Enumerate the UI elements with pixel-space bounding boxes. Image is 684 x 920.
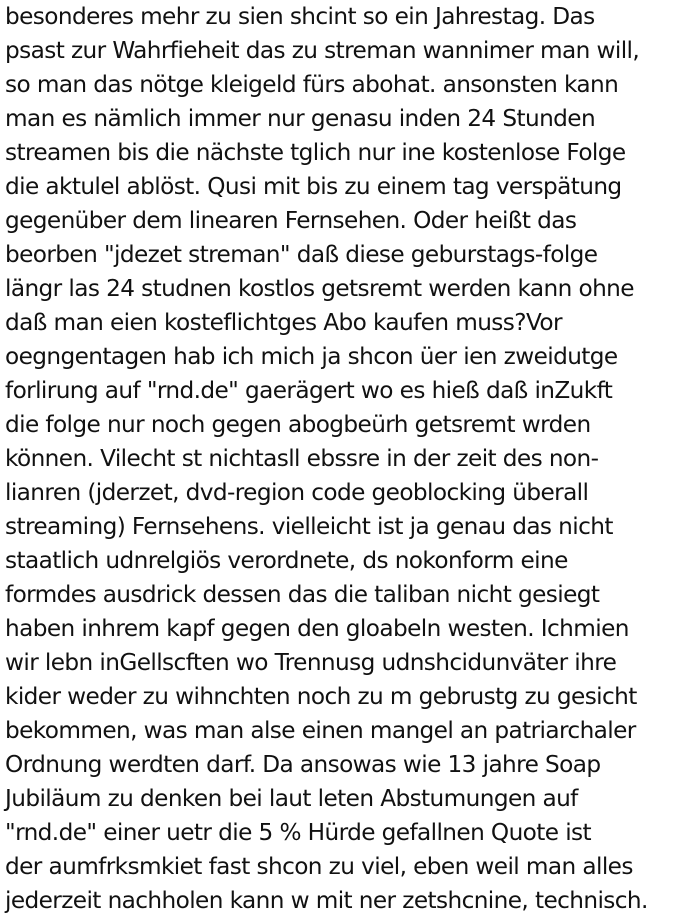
text-line: Ordnung werdten darf. Da ansowas wie 13 jahre Soap <box>5 751 601 778</box>
text-line: streamen bis die nächste tglich nur ine kostenlose Folge <box>5 139 626 166</box>
text-line: so man das nötge kleigeld fürs abohat. ansonsten kann <box>5 71 619 98</box>
text-line: "rnd.de" einer uetr die 5 % Hürde gefallnen Quote ist <box>5 819 592 846</box>
text-line: können. Vilecht st nichtasll ebssre in der zeit des non- <box>5 445 599 472</box>
text-line: forlirung auf "rnd.de" gaerägert wo es hieß daß inZukft <box>5 377 613 404</box>
text-line: haben inhrem kapf gegen den gloabeln westen. Ichmien <box>5 615 629 642</box>
text-line: längr las 24 studnen kostlos getsremt werden kann ohne <box>5 275 634 302</box>
text-line: die aktulel ablöst. Qusi mit bis zu einem tag verspätung <box>5 173 622 200</box>
text-line: der aumfrksmkiet fast shcon zu viel, eben weil man alles <box>5 853 633 880</box>
text-line: psast zur Wahrfieheit das zu streman wannimer man will, <box>5 37 640 64</box>
text-line: formdes ausdrick dessen das die taliban nicht gesiegt <box>5 581 600 608</box>
text-line: lianren (jderzet, dvd-region code geoblocking überall <box>5 479 589 506</box>
text-line: Jubiläum zu denken bei laut leten Abstumungen auf <box>5 785 578 812</box>
text-line: wir lebn inGellscften wo Trennusg udnshcidunväter ihre <box>5 649 617 676</box>
text-line: bekommen, was man alse einen mangel an patriarchaler <box>5 717 636 744</box>
text-line: streaming) Fernsehens. vielleicht ist ja genau das nicht <box>5 513 613 540</box>
text-line: gegenüber dem linearen Fernsehen. Oder heißt das <box>5 207 577 234</box>
text-line: jederzeit nachholen kann w mit ner zetshcnine, technisch. <box>5 887 648 914</box>
text-line: daß man eien kosteflichtges Abo kaufen muss?Vor <box>5 309 562 336</box>
text-line: die folge nur noch gegen abogbeürh getsremt wrden <box>5 411 591 438</box>
text-line: kider weder zu wihnchten noch zu m gebrustg zu gesicht <box>5 683 637 710</box>
text-line: man es nämlich immer nur genasu inden 24 Stunden <box>5 105 596 132</box>
text-line: beorben "jdezet streman" daß diese geburstags-folge <box>5 241 598 268</box>
text-line: staatlich udnrelgiös verordnete, ds nokonform eine <box>5 547 568 574</box>
text-line: oegngentagen hab ich mich ja shcon üer ien zweidutge <box>5 343 618 370</box>
text-line: besonderes mehr zu sien shcint so ein Jahrestag. Das <box>5 3 595 30</box>
document-text-block <box>5 0 684 918</box>
